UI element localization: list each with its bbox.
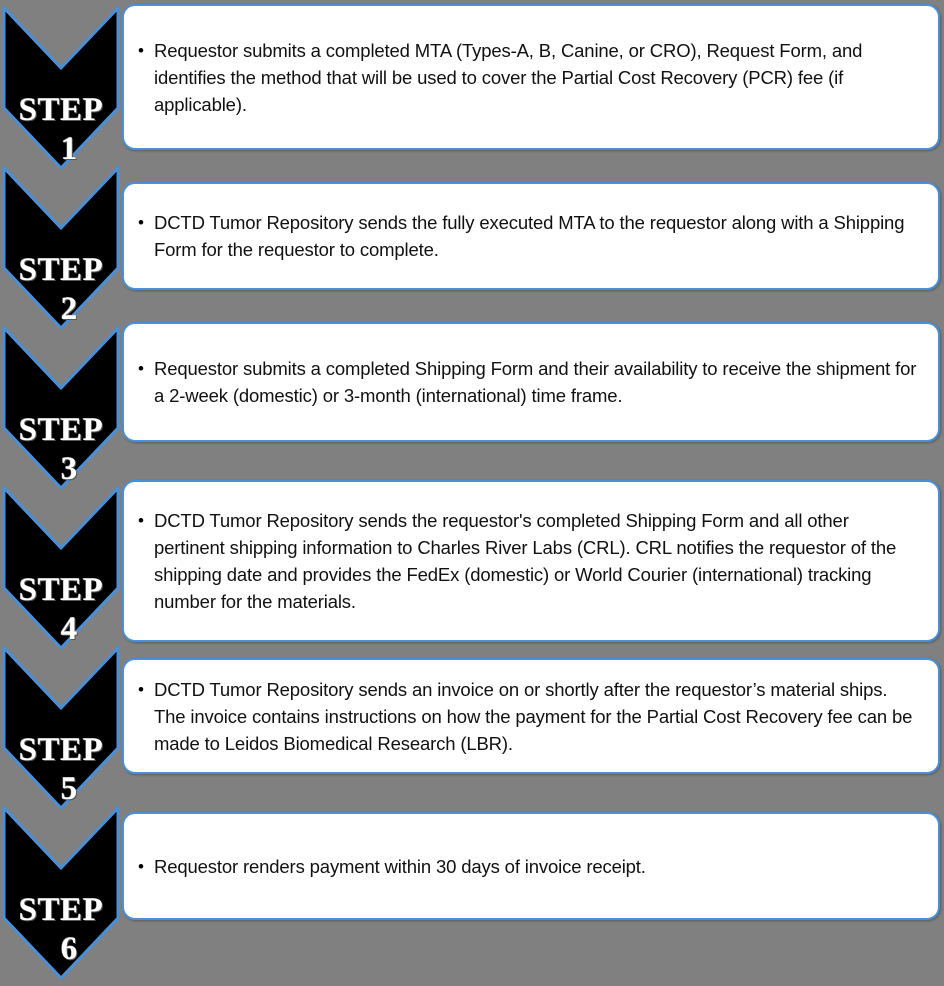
step-chevron-word-4: STEP [18,572,104,608]
bullet-row [124,853,938,880]
step-text-1: Requestor submits a completed MTA (Types-A, B, Canine, or CRO), Request Form, and identifies the method that will be used to cover the Partial Cost Recovery (PCR) fee (if applicable). [154,39,863,115]
step-chevron-word-3: STEP [18,412,104,448]
step-text-6: Requestor renders payment within 30 days of invoice receipt. [154,855,646,877]
bullet-icon: • [138,359,144,378]
step-content-box-1 [122,4,940,150]
step-chevron-4 [2,486,120,650]
step-content-box-3 [122,322,940,442]
bullet-row [124,209,938,263]
step-chevron-number-2: 2 [60,291,78,327]
bullet-icon: • [138,213,144,232]
step-chevron-number-3: 3 [60,451,78,487]
bullet-row [124,37,938,118]
chevron-down-icon [2,166,120,330]
step-chevron-6 [2,806,120,980]
step-chevron-word-2: STEP [18,252,104,288]
chevron-down-icon [2,326,120,490]
step-chevron-number-4: 4 [60,611,78,647]
chevron-down-icon [2,6,120,170]
step-chevron-2 [2,166,120,330]
step-text-3: Requestor submits a completed Shipping Form and their availability to receive the shipment for a 2-week (domestic) or 3-month (international) time frame. [154,358,917,406]
step-content-box-4 [122,480,940,642]
chevron-down-icon [2,486,120,650]
step-chevron-number-6: 6 [60,931,78,967]
step-chevron-5 [2,646,120,810]
step-content-box-5 [122,658,940,774]
step-chevron-3 [2,326,120,490]
chevron-down-icon [2,646,120,810]
bullet-row [124,676,938,757]
step-chevron-1 [2,6,120,170]
step-chevron-word-1: STEP [18,92,104,128]
step-content-box-6 [122,812,940,920]
chevron-down-icon [2,806,120,980]
step-text-4: DCTD Tumor Repository sends the requestor's completed Shipping Form and all other pertinent shipping information to Charles River Labs (CRL). CRL notifies the requestor of the shipping date and provides the FedEx (domestic) or World Courier (international) tracking number for the materials. [154,510,897,612]
bullet-row [124,355,938,409]
step-chevron-word-5: STEP [18,732,104,768]
bullet-icon: • [138,679,144,699]
step-chevron-number-5: 5 [60,771,78,807]
step-text-5: DCTD Tumor Repository sends an invoice on or shortly after the requestor’s material ships. The invoice contains instructions on how the payment for the Partial Cost Recovery fee can be made to Leidos Biomedical Research (LBR). [154,678,913,754]
bullet-icon: • [138,856,144,876]
step-chevron-number-1: 1 [60,131,78,167]
bullet-icon: • [138,40,144,60]
step-chevron-column [0,0,122,986]
step-chevron-word-6: STEP [18,892,104,928]
step-text-2: DCTD Tumor Repository sends the fully executed MTA to the requestor along with a Shipping Form for the requestor to complete. [154,212,905,260]
bullet-icon: • [138,511,144,530]
bullet-row [124,507,938,615]
step-content-box-2 [122,182,940,290]
